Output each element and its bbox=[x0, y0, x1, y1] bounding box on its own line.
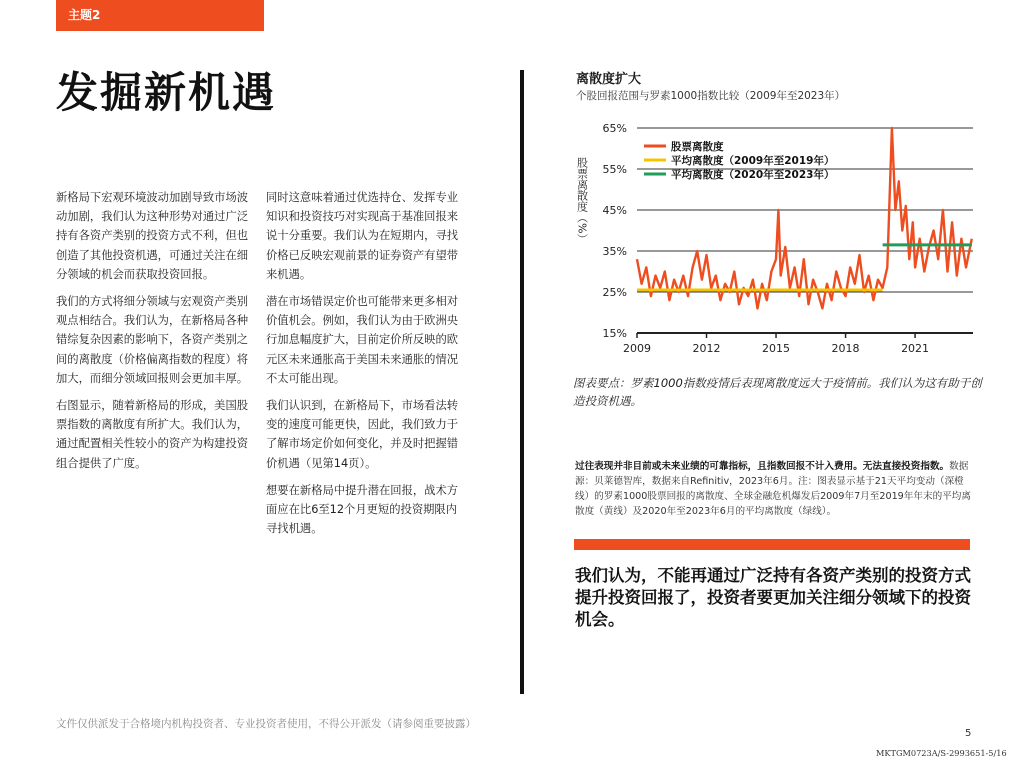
y-tick-label: 35% bbox=[602, 245, 627, 258]
body-paragraph: 新格局下宏观环境波动加剧导致市场波动加剧，我们认为这种形势对通过广泛持有各资产类别的投资方式不利，但也创造了其他投资机遇，可通过关注在细分领域的机会而获取投资回报。 bbox=[56, 191, 249, 281]
y-tick-label: 55% bbox=[602, 163, 627, 176]
legend-label: 平均离散度（2020年至2023年） bbox=[671, 169, 835, 181]
x-tick-label: 2018 bbox=[831, 342, 860, 355]
x-tick-label: 2021 bbox=[901, 342, 930, 355]
pull-quote: 我们认为，不能再通过广泛持有各资产类别的投资方式提升投资回报了，投资者要更加关注细分领域下的投资机会。 bbox=[575, 566, 971, 629]
page-title: 发掘新机遇 bbox=[56, 68, 277, 117]
body-paragraph: 右图显示，随着新格局的形成，美国股票指数的离散度有所扩大。我们认为，通过配置相关性较小的资产为构建投资组合提供了广度。 bbox=[56, 399, 249, 470]
y-axis-label: 股票离散度（%） bbox=[575, 157, 589, 245]
legend-label: 平均离散度（2009年至2019年） bbox=[671, 155, 835, 167]
body-paragraph: 同时这意味着通过优选持仓、发挥专业知识和投资技巧对实现高于基准回报来说十分重要。我们认为在短期内，寻找价格已反映宏观前景的证券资产有望带来机遇。 bbox=[266, 191, 459, 281]
y-tick-label: 45% bbox=[602, 204, 627, 217]
chart-note: 图表要点：罗素1000指数疫情后表现离散度远大于疫情前。我们认为这有助于创造投资机遇。 bbox=[573, 376, 982, 408]
section-tag: 主题2 bbox=[56, 0, 264, 31]
page-number: 5 bbox=[965, 728, 972, 739]
chart-subtitle: 个股回报范围与罗素1000指数比较（2009年至2023年） bbox=[576, 90, 846, 102]
chart-title: 离散度扩大 bbox=[576, 72, 642, 87]
document-code: MKTGM0723A/S-2993651-5/16 bbox=[876, 748, 1007, 758]
body-column-1 bbox=[56, 188, 254, 481]
source-note bbox=[575, 459, 971, 519]
body-column-2 bbox=[266, 188, 464, 546]
legend-label: 股票离散度 bbox=[671, 141, 724, 153]
vertical-divider bbox=[520, 70, 524, 694]
body-paragraph: 想要在新格局中提升潜在回报，战术方面应在比6至12个月更短的投资期限内寻找机遇。 bbox=[266, 483, 459, 536]
y-tick-label: 65% bbox=[602, 122, 627, 135]
y-tick-label: 15% bbox=[602, 327, 627, 340]
source-text: 数据源：贝莱德智库，数据来自Refinitiv，2023年6月。注：图表显示基于21天平均变动（深橙线）的罗素1000股票回报的离散度、全球金融危机爆发后2009年7月至2019年年末的平均离散度（黄线）及2020年至2023年6月的平均离散度（绿线）。 bbox=[575, 461, 971, 517]
body-paragraph: 我们认识到，在新格局下，市场看法转变的速度可能更快，因此，我们致力于了解市场定价如何变化，并及时把握错价机遇（见第14页）。 bbox=[266, 399, 459, 470]
source-disclaimer: 过往表现并非目前或未来业绩的可靠指标，且指数回报不计入费用。无法直接投资指数。 bbox=[575, 461, 950, 472]
dispersion-chart bbox=[560, 112, 980, 362]
body-paragraph: 潜在市场错误定价也可能带来更多相对价值机会。例如，我们认为由于欧洲央行加息幅度扩大，目前定价所反映的欧元区未来通胀高于美国未来通胀的情况不太可能出现。 bbox=[266, 295, 459, 385]
body-paragraph: 我们的方式将细分领域与宏观资产类别观点相结合。我们认为，在新格局各种错综复杂因素的影响下，各资产类别之间的离散度（价格偏离指数的程度）将加大，而细分领域回报则会更加丰厚。 bbox=[56, 295, 249, 385]
footer-disclaimer: 文件仅供派发于合格境内机构投资者、专业投资者使用，不得公开派发（请参阅重要披露） bbox=[56, 718, 476, 730]
accent-rule bbox=[574, 539, 970, 550]
x-tick-label: 2015 bbox=[762, 342, 791, 355]
x-tick-label: 2012 bbox=[692, 342, 721, 355]
y-tick-label: 25% bbox=[602, 286, 627, 299]
x-tick-label: 2009 bbox=[623, 342, 651, 355]
